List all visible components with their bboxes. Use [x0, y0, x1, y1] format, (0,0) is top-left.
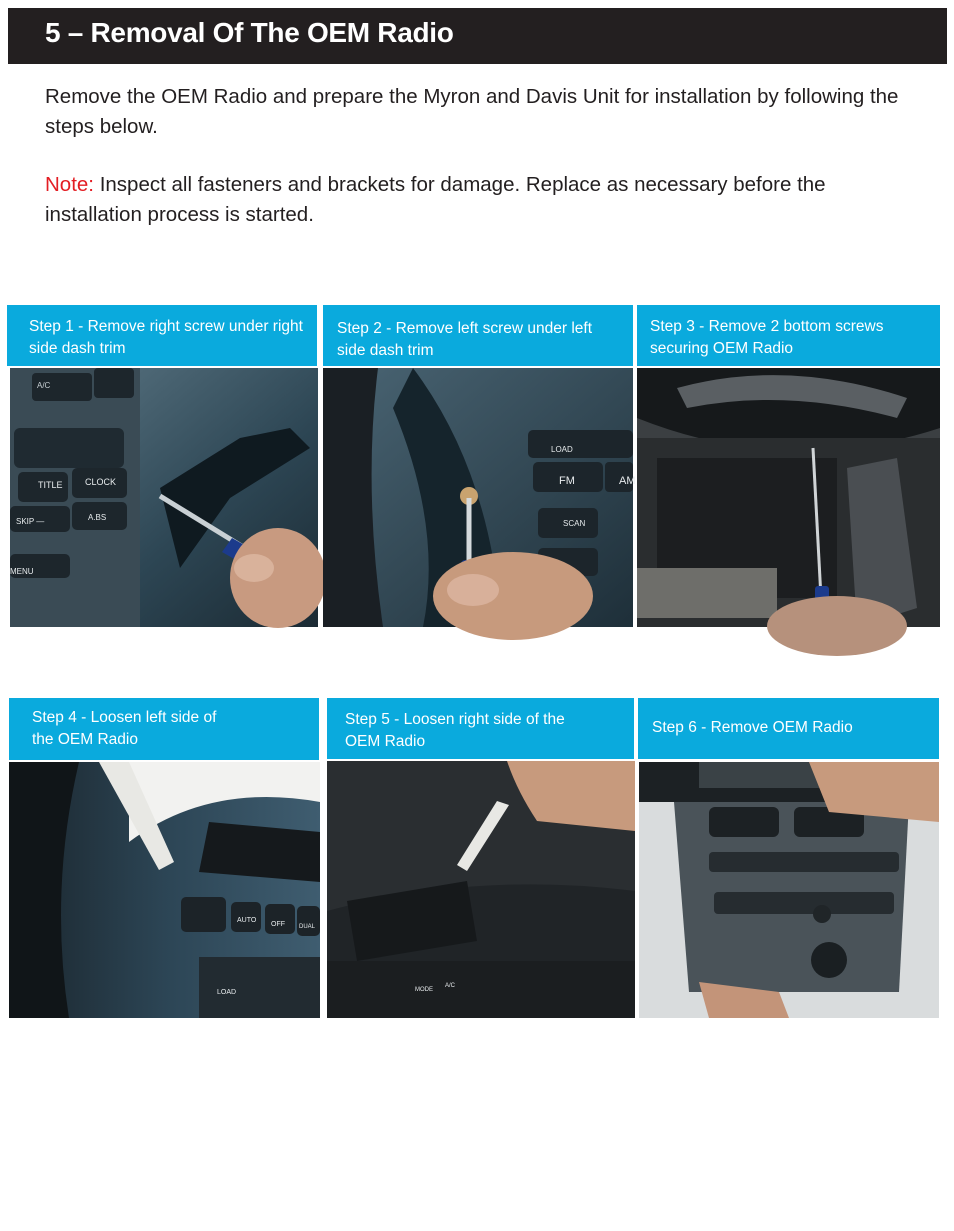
note-label: Note:	[45, 173, 94, 196]
photo4-dual-text: DUAL	[299, 924, 316, 930]
intro-paragraph: Remove the OEM Radio and prepare the Myron and Davis Unit for installation by following the steps below.	[45, 85, 899, 138]
section-header	[8, 8, 947, 64]
step-2-label: Step 2 - Remove left screw under left side dash trim	[323, 305, 633, 366]
section-title: 5 – Removal Of The OEM Radio	[45, 17, 454, 48]
photo1-abs-text: A.BS	[88, 513, 107, 522]
step-5-photo	[327, 761, 635, 1018]
photo2-am-text: AM	[619, 475, 636, 487]
photo1-ac-text: A/C	[37, 381, 51, 390]
photo2-fm-text: FM	[559, 475, 575, 487]
photo5-mode-text: MODE	[415, 987, 433, 993]
photo5-ac-text: A/C	[445, 983, 456, 989]
step-4-photo	[9, 762, 320, 1018]
note-paragraph	[45, 170, 905, 230]
step-6-photo	[639, 762, 939, 1018]
step-3-label: Step 3 - Remove 2 bottom screws securing OEM Radio	[637, 305, 940, 366]
step-5-label: Step 5 - Loosen right side of the OEM Radio	[327, 698, 634, 759]
photo1-skip-text: SKIP —	[16, 517, 45, 526]
photo4-load-text: LOAD	[217, 989, 237, 996]
photo1-clock-text: CLOCK	[85, 477, 117, 487]
note-text: Inspect all fasteners and brackets for damage. Replace as necessary before the installation process is started.	[45, 173, 826, 226]
step-3-photo	[637, 368, 940, 627]
photo2-load-text: LOAD	[551, 445, 573, 454]
photo1-menu-text: MENU	[10, 567, 34, 576]
photo4-off-text: OFF	[271, 921, 285, 928]
step-4-label: Step 4 - Loosen left side of the OEM Radio	[9, 698, 319, 760]
step-1-label: Step 1 - Remove right screw under right side dash trim	[7, 305, 317, 366]
step-2-photo	[323, 368, 636, 627]
photo1-title-text: TITLE	[38, 480, 63, 490]
photo2-scan-text: SCAN	[563, 519, 586, 528]
photo4-auto-text: AUTO	[237, 917, 257, 924]
step-1-photo	[10, 368, 318, 627]
step-6-label: Step 6 - Remove OEM Radio	[638, 698, 939, 759]
